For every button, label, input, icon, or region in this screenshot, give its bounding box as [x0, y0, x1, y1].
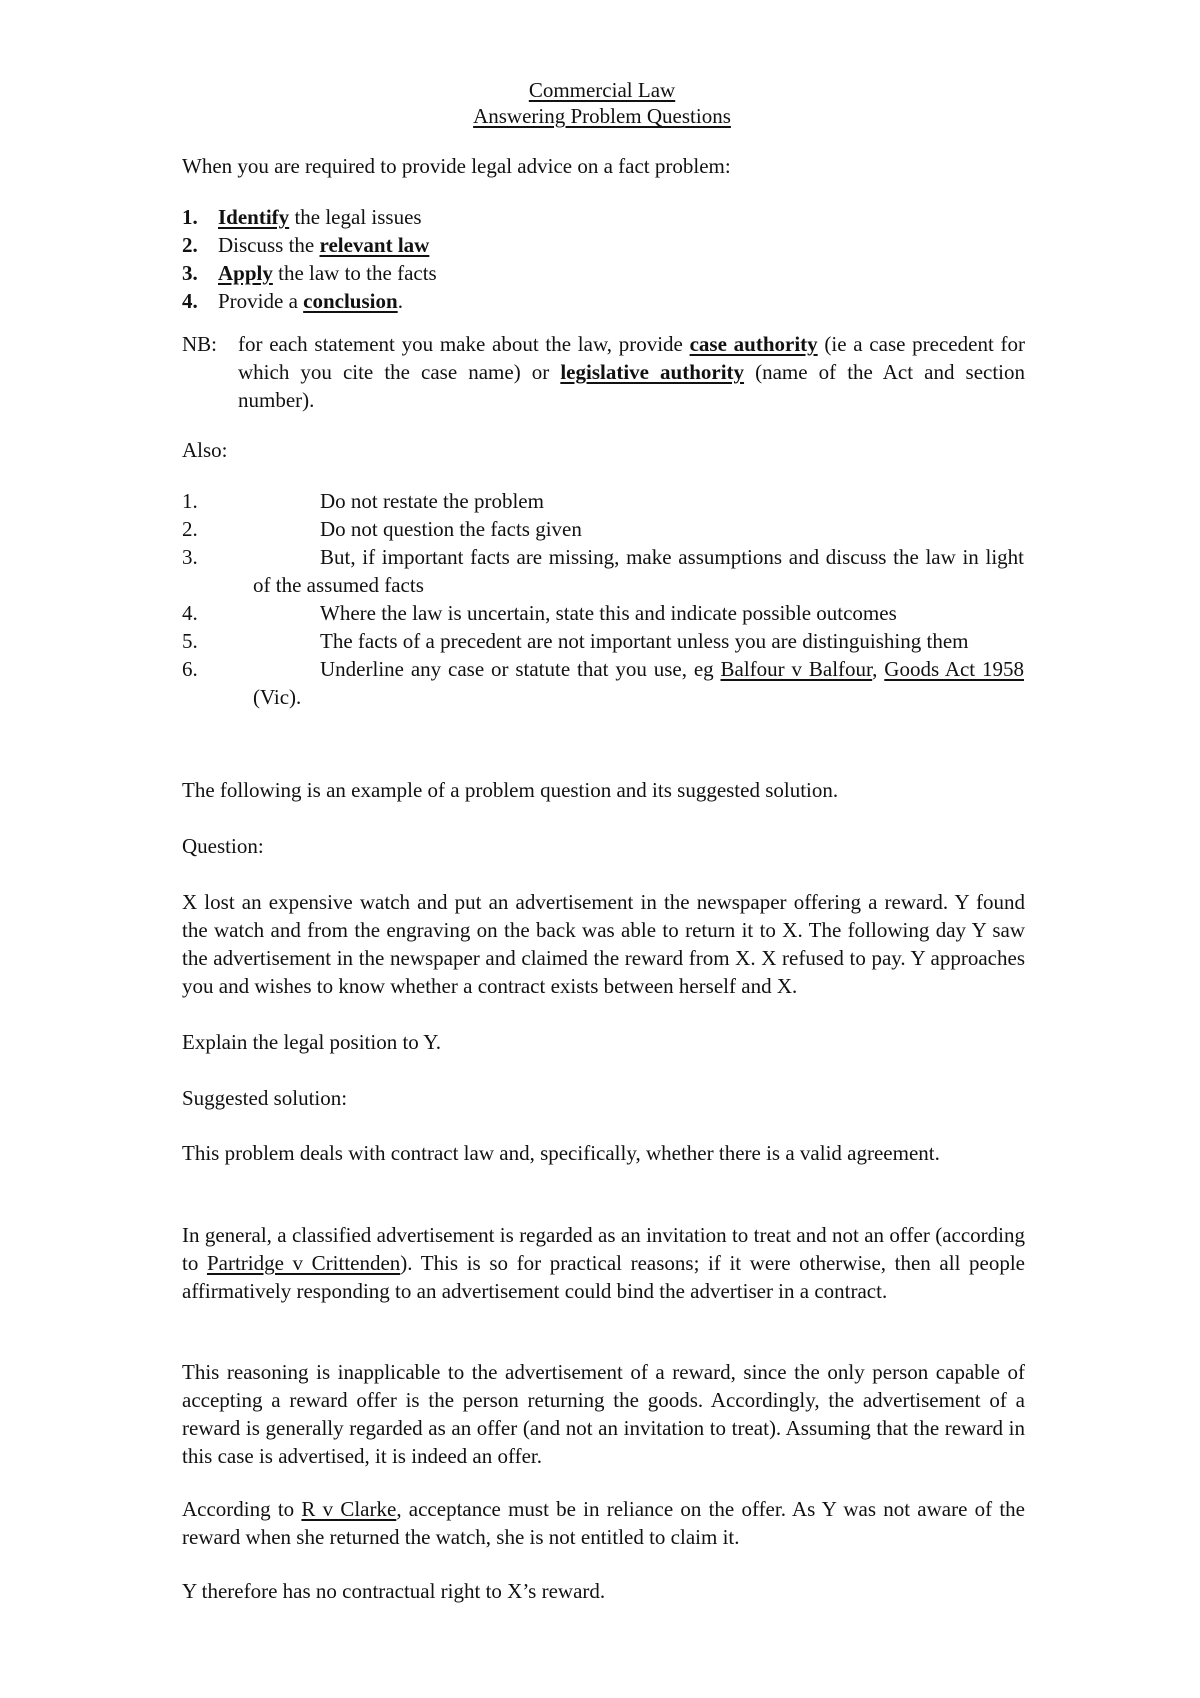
- also-item: 6. Underline any case or statute that you use, eg Balfour v Balfour, Goods Act 1958 (Vic).: [182, 657, 1024, 709]
- case-name: Partridge v Crittenden: [206, 1251, 401, 1275]
- steps-list: [182, 203, 1022, 315]
- also-item: 4. Where the law is uncertain, state this and indicate possible outcomes: [182, 601, 897, 625]
- also-list: [182, 487, 1025, 711]
- solution-paragraph: This reasoning is inapplicable to the advertisement of a reward, since the only person capable of accepting a reward offer is the person returning the goods. Accordingly, the advertisement of a reward is generally regarded as an offer (and not an invitation to treat). Assuming that the reward in this case is advertised, it is indeed an offer.: [182, 1360, 1025, 1468]
- step-keyword: Identify: [218, 205, 290, 229]
- intro-text: When you are required to provide legal advice on a fact problem:: [182, 154, 731, 178]
- document-title: Commercial Law: [528, 78, 676, 102]
- question-label: Question:: [182, 834, 264, 858]
- question-task: Explain the legal position to Y.: [182, 1030, 441, 1054]
- also-item: 1. Do not restate the problem: [182, 489, 544, 513]
- step-item: 2. Discuss the relevant law: [182, 233, 430, 257]
- nb-label: NB:: [182, 332, 218, 356]
- legislative-authority-term: legislative authority: [560, 360, 745, 384]
- step-keyword: conclusion: [303, 289, 398, 313]
- step-item: 1. Identify the legal issues: [182, 205, 422, 229]
- also-item: 2. Do not question the facts given: [182, 517, 582, 541]
- solution-label: Suggested solution:: [182, 1086, 348, 1110]
- solution-paragraph: In general, a classified advertisement is regarded as an invitation to treat and not an offer (according to Partridge v Crittenden). This is so for practical reasons; if it were otherwise, then all people affirmatively responding to an advertisement could bind the advertiser in a contract.: [182, 1223, 1025, 1303]
- example-intro: The following is an example of a problem question and its suggested solution.: [182, 778, 839, 802]
- nb-text: for each statement you make about the law, provide case authority (ie a case precedent for which you cite the case name) or legislative authority (name of the Act and section number).: [238, 332, 1025, 412]
- solution-paragraph: This problem deals with contract law and, specifically, whether there is a valid agreement.: [182, 1141, 940, 1165]
- case-name: Balfour v Balfour: [720, 657, 873, 681]
- also-label: Also:: [182, 438, 228, 462]
- step-item: 3. Apply the law to the facts: [182, 261, 437, 285]
- question-text: X lost an expensive watch and put an advertisement in the newspaper offering a reward. Y found the watch and from the engraving on the back was able to return it to X. The following day Y saw the advertisement in the newspaper and claimed the reward from X. X refused to pay. Y approaches you and wishes to know whether a contract exists between herself and X.: [182, 890, 1025, 998]
- case-name: R v Clarke: [301, 1497, 397, 1521]
- solution-conclusion: Y therefore has no contractual right to X’s reward.: [182, 1579, 606, 1603]
- statute-name: Goods Act 1958: [884, 657, 1024, 681]
- also-item: 3. But, if important facts are missing, make assumptions and discuss the law in light of the assumed facts: [182, 545, 1024, 597]
- step-keyword: relevant law: [319, 233, 430, 257]
- solution-paragraph: According to R v Clarke, acceptance must be in reliance on the offer. As Y was not aware of the reward when she returned the watch, she is not entitled to claim it.: [182, 1497, 1025, 1549]
- case-authority-term: case authority: [689, 332, 818, 356]
- nb-note: [182, 330, 1025, 414]
- document-subtitle: Answering Problem Questions: [473, 104, 731, 128]
- also-item: 5. The facts of a precedent are not important unless you are distinguishing them: [182, 629, 969, 653]
- step-keyword: Apply: [218, 261, 273, 285]
- step-item: 4. Provide a conclusion.: [182, 289, 403, 313]
